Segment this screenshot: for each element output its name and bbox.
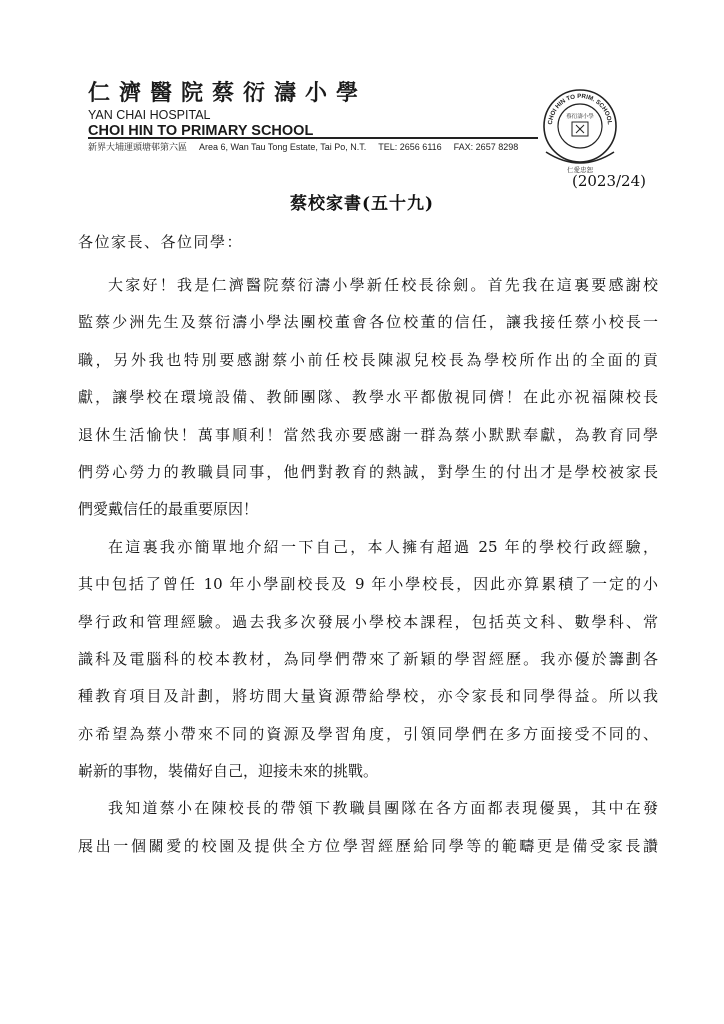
text-line: 退休生活愉快！萬事順利！當然我亦要感謝一群為蔡小默默奉獻，為教育同學 — [78, 425, 658, 444]
salutation: 各位家長、各位同學： — [78, 233, 244, 251]
text-line: 們愛戴信任的最重要原因！ — [78, 500, 259, 519]
letterhead-divider — [88, 137, 538, 139]
letter-body — [78, 271, 658, 869]
school-name-english-line-2: CHOI HIN TO PRIMARY SCHOOL — [88, 123, 314, 139]
address-english: Area 6, Wan Tau Tong Estate, Tai Po, N.T. — [199, 142, 367, 152]
academic-year: (2023/24) — [571, 172, 646, 190]
text-line: 識科及電腦科的校本教材，為同學們帶來了新穎的學習經歷。我亦優於籌劃各 — [78, 649, 658, 668]
telephone: TEL: 2656 6116 — [378, 142, 442, 152]
text-line: 職，另外我也特別要感謝蔡小前任校長陳淑兒校長為學校所作出的全面的貢 — [78, 350, 658, 369]
text-line: 大家好！我是仁濟醫院蔡衍濤小學新任校長徐劍。首先我在這裏要感謝校 — [108, 276, 658, 294]
crest-motto-text: 仁愛忠恕 — [567, 166, 593, 174]
letter-title: 蔡校家書(五十九) — [289, 194, 435, 214]
text-line: 監蔡少洲先生及蔡衍濤小學法團校董會各位校董的信任，讓我接任蔡小校長一 — [78, 313, 658, 332]
letterhead — [88, 80, 367, 140]
letterhead-address — [88, 141, 530, 153]
paragraph — [78, 533, 658, 795]
text-line: 獻，讓學校在環境設備、教師團隊、教學水平都傲視同儕！在此亦祝福陳校長 — [78, 388, 658, 407]
crest-inner-text: 蔡衍濤小學 — [566, 114, 594, 120]
paragraph — [78, 794, 658, 869]
school-name-english-line-1: YAN CHAI HOSPITAL — [88, 108, 211, 122]
text-line: 嶄新的事物，裝備好自己，迎接未來的挑戰。 — [78, 762, 379, 781]
text-line: 其中包括了曾任 10 年小學副校長及 9 年小學校長，因此亦算累積了一定的小 — [78, 575, 658, 594]
text-line: 學行政和管理經驗。過去我多次發展小學校本課程，包括英文科、數學科、常 — [78, 612, 658, 631]
school-crest-icon — [540, 74, 620, 178]
text-line: 亦希望為蔡小帶來不同的資源及學習角度，引領同學們在多方面接受不同的、 — [78, 724, 658, 743]
text-line: 們勞心勞力的教職員同事，他們對教育的熱誠，對學生的付出才是學校被家長 — [78, 462, 658, 481]
text-line: 種教育項目及計劃，將坊間大量資源帶給學校，亦令家長和同學得益。所以我 — [78, 687, 658, 706]
text-line: 展出一個關愛的校園及提供全方位學習經歷給同學等的範疇更是備受家長讚 — [78, 836, 658, 855]
fax: FAX: 2657 8298 — [453, 142, 519, 152]
text-line: 我知道蔡小在陳校長的帶領下教職員團隊在各方面都表現優異，其中在發 — [108, 799, 658, 818]
school-name-chinese: 仁濟醫院蔡衍濤小學 — [88, 80, 368, 106]
address-chinese: 新界大埔運頭塘邨第六區 — [88, 142, 188, 152]
crest-ring-text: CHOI HIN TO PRIM. SCHOOL — [546, 92, 614, 126]
paragraph — [78, 271, 658, 533]
text-line: 在這裏我亦簡單地介紹一下自己，本人擁有超過 25 年的學校行政經驗， — [108, 537, 658, 556]
